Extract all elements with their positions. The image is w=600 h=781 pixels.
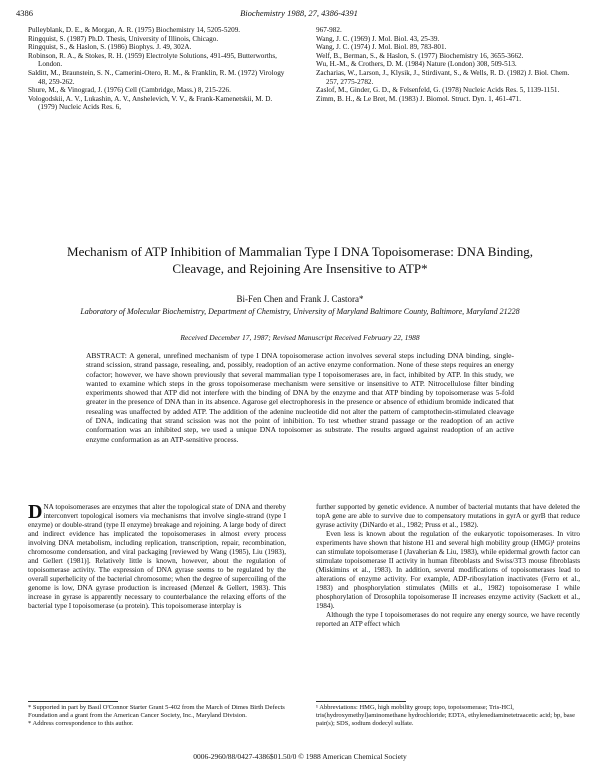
body-column-left [28, 503, 286, 611]
paper-title: Mechanism of ATP Inhibition of Mammalian Type I DNA Topoisomerase: DNA Binding, Cleavage, and Rejoining Are Insensitive to ATP* [67, 244, 533, 276]
abstract: ABSTRACT: A general, unrefined mechanism of type I DNA topoisomerase action involves several steps including DNA binding, single-strand scission, strand passage, resealing, and, possibly, readoption of an active enzyme conformation. None of these steps requires an energy cofactor; however, we have shown previously that several mammalian type I topoisomerases are, in fact, inhibited by ATP. In this study, we wanted to examine which steps in the gross topoisomerase mechanism were sensitive or insensitive to ATP. Nitrocellulose filter binding experiments showed that ATP did not interfere with the binding of DNA by the enzyme and that ATP binding by topoisomerase was 5-fold greater in the presence of DNA than in its absence. Agarose gel electrophoresis in the presence or absence of ethidium bromide indicated that resealing was unaffected by added ATP. The addition of the adenine nucleotide did not alter the pattern of camptothecin-stimulated cleavage of DNA, indicating that strand scission was not the point of inhibition. To test whether strand passage or the readoption of an active conformation was an inhibited step, we used a unique DNA topoisomer as substrate. The results argued against readoption of an active enzyme conformation as an ATP-sensitive process. [86, 351, 514, 444]
reference-entry: Zaslof, M., Ginder, G. D., & Felsenfeld, G. (1978) Nucleic Acids Res. 5, 1139-1151. [316, 86, 560, 95]
running-header [16, 8, 582, 18]
reference-entry: Ringquist, S. (1987) Ph.D. Thesis, University of Illinois, Chicago. [28, 34, 219, 43]
journal-citation: Biochemistry 1988, 27, 4386-4391 [240, 8, 358, 18]
references-left [28, 26, 286, 112]
footnote-abbreviations: ¹ Abbreviations: HMG, high mobility group; topo, topoisomerase; Tris-HCl, tris(hydroxymethyl)aminomethane hydrochloride; EDTA, ethylenediaminetetraacetic acid; bp, base pair(s); SDS, sodium dodecyl sulfate. [316, 704, 576, 727]
reference-entry: Wang, J. C. (1974) J. Mol. Biol. 89, 783-801. [316, 43, 447, 52]
footnote-divider [28, 701, 118, 702]
footnote: * Supported in part by Basil O'Connor Starter Grant 5-402 from the March of Dimes Birth Defects Foundation and a grant from the American Cancer Society, Inc., Maryland Division. [28, 704, 285, 719]
reference-entry: 967-982. [316, 26, 342, 34]
affiliation: Laboratory of Molecular Biochemistry, Department of Chemistry, University of Maryland Baltimore County, Baltimore, Maryland 21228 [80, 307, 520, 316]
reference-entry: Welf, B., Berman, S., & Haslon, S. (1977) Biochemistry 16, 3655-3662. [316, 51, 524, 60]
reference-entry: Zimm, B. H., & Le Bret, M. (1983) J. Biomol. Struct. Dyn. 1, 461-471. [316, 94, 522, 103]
reference-entry: Salditt, M., Braunstein, S. N., Camerini-Otero, R. M., & Franklin, R. M. (1972) Virology 48, 259-262. [28, 68, 285, 86]
reference-entry: Zacharias, W., Larson, J., Klysik, J., Stirdivant, S., & Wells, R. D. (1982) J. Biol. Chem. 257, 2775-2782. [316, 68, 570, 86]
reference-entry: Ringquist, S., & Haslon, S. (1986) Biophys. J. 49, 302A. [28, 43, 192, 52]
footnotes-left [28, 704, 286, 727]
reference-entry: Wang, J. C. (1969) J. Mol. Biol. 43, 25-39. [316, 34, 440, 43]
body-paragraph [28, 503, 286, 611]
body-column-right [316, 503, 580, 629]
footnote-divider [316, 701, 406, 702]
reference-entry: Robinson, R. A., & Stokes, R. H. (1959) Electrolyte Solutions, 491-495, Butterworths, London. [28, 51, 277, 69]
page-number: 4386 [16, 8, 33, 18]
body-paragraph: further supported by genetic evidence. A number of bacterial mutants that have deleted the topA gene are able to survive due to compensatory mutations in gyrA or gyrB that reduce gyrase activity (DiNardo et al., 1982; Pruss et al., 1982). [316, 503, 580, 529]
paragraph-text: NA topoisomerases are enzymes that alter the topological state of DNA and thereby interconvert topological isomers via mechanisms that involve single-strand (type I enzyme) or double-strand (type II enzyme) breakage and rejoining. A large body of direct and indirect evidence has implicated the topoisomerases in almost every process involving DNA metabolism, including replication, transcription, repair, recombination, chromosome condensation, and viral packaging [reviewed by Wang (1985), Liu (1983), and Gellert (1981)]. Relatively little is known, however, about the regulation of topoisomerase activity. The expression of DNA gyrase seems to be regulated by the overall superhelicity of the bacterial chromosome; when the degree of supercoiling of the genome is low, DNA gyrase production is increased (Menzel & Gellert, 1983). This increase in gyrase is apparently necessary to counterbalance the relaxing efforts of the bacterial type I topoisomerase (ω protein). This topoisomerase interplay is [28, 503, 286, 610]
reference-entry: Vologodskii, A. V., Lukashin, A. V., Anshelevich, V. V., & Frank-Kamenetskii, M. D. (1979) Nucleic Acids Res. 6, [28, 94, 273, 112]
body-paragraph: Although the type I topoisomerases do not require any energy source, we have recently reported an ATP effect which [316, 611, 580, 628]
copyright-footer: 0006-2960/88/0427-4386$01.50/0 © 1988 American Chemical Society [193, 752, 407, 761]
footnote: * Address correspondence to this author. [28, 719, 134, 727]
reference-entry: Shure, M., & Vinograd, J. (1976) Cell (Cambridge, Mass.) 8, 215-226. [28, 86, 231, 95]
reference-entry: Pulleyblank, D. E., & Morgan, A. R. (1975) Biochemistry 14, 5205-5209. [28, 26, 241, 34]
received-dates: Received December 17, 1987; Revised Manuscript Received February 22, 1988 [180, 333, 420, 342]
body-paragraph: Even less is known about the regulation of the eukaryotic topoisomerases. In vitro experiments have shown that histone H1 and several high mobility group (HMG)¹ proteins can stimulate topoisomerase I (Javaherian & Liu, 1983), while epidermal growth factor can stimulate topoisomerase II activity in human fibroblasts and Swiss/3T3 mouse fibroblasts (Miskimins et al., 1983). In addition, several modifications of topoisomerases lead to alterations of enzyme activity. For example, ADP-ribosylation inactivates (Ferro et al., 1983) and phosphorylation stimulates (Mills et al., 1982) topoisomerase I while phosphorylation of Drosophila topoisomerase II increases enzyme activity (Sackett et al., 1984). [316, 530, 580, 610]
references-right [316, 26, 582, 103]
drop-cap: D [28, 501, 43, 523]
authors: Bi-Fen Chen and Frank J. Castora* [236, 294, 364, 304]
reference-entry: Wu, H.-M., & Crothers, D. M. (1984) Nature (London) 308, 509-513. [316, 60, 517, 69]
